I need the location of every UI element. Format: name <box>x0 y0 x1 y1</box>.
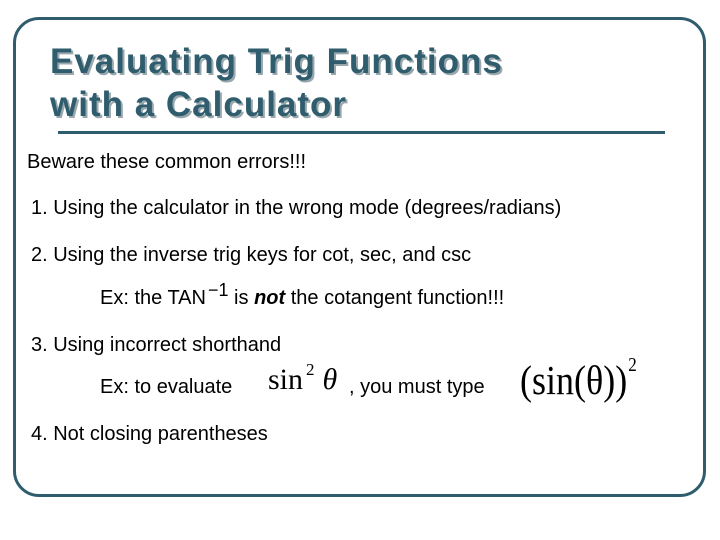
math1-function: sin <box>268 363 304 396</box>
inverse-superscript: −1 <box>207 280 229 300</box>
math-sin-theta-in-parens-squared <box>520 353 637 404</box>
intro-text: Beware these common errors!!! <box>27 151 306 173</box>
example-1-suffix: the cotangent function!!! <box>285 287 505 309</box>
title-underline <box>58 131 665 134</box>
math1-variable: θ <box>322 363 338 396</box>
error-item-2: 2. Using the inverse trig keys for cot, sec, and csc <box>31 244 472 266</box>
slide-title <box>50 40 503 126</box>
title-line-1: Evaluating Trig Functions <box>50 42 503 81</box>
title-line-2: with a Calculator <box>50 85 348 124</box>
example-2-prefix: Ex: to evaluate <box>100 376 233 398</box>
math2-expression: (sin(θ)) <box>520 357 628 404</box>
error-item-1: 1. Using the calculator in the wrong mode (degrees/radians) <box>31 197 562 219</box>
example-1 <box>100 280 505 310</box>
math2-exponent: 2 <box>628 353 637 376</box>
math-sin-squared-theta <box>268 360 338 397</box>
math1-exponent: 2 <box>306 360 315 379</box>
example-1-prefix: Ex: the TAN <box>100 287 206 309</box>
error-item-3: 3. Using incorrect shorthand <box>31 334 282 356</box>
example-2-middle: , you must type <box>349 376 485 398</box>
error-item-4: 4. Not closing parentheses <box>31 423 268 445</box>
example-1-middle: is <box>228 287 255 309</box>
emphasis-not: not <box>254 287 286 309</box>
